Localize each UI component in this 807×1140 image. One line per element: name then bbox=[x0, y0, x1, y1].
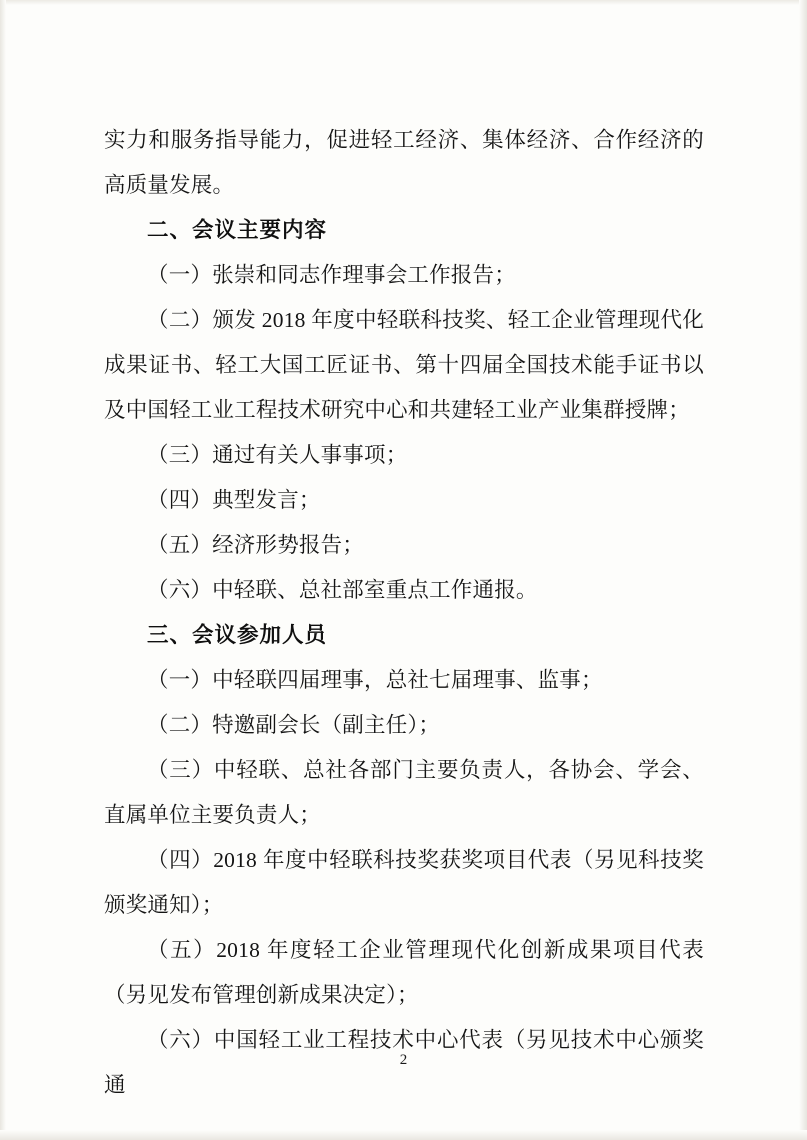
paragraph-continuation: 实力和服务指导能力，促进轻工经济、集体经济、合作经济的高质量发展。 bbox=[104, 128, 704, 197]
list-item-3-2: （二）特邀副会长（副主任）； bbox=[147, 713, 441, 737]
list-item-3-6: （六）中国轻工业工程技术中心代表（另见技术中心颁奖通 bbox=[104, 1028, 704, 1097]
scan-edge-left bbox=[0, 0, 6, 1140]
scan-edge-right bbox=[799, 0, 807, 1140]
list-item-2-6: （六）中轻联、总社部室重点工作通报。 bbox=[147, 578, 538, 602]
section-heading-3: 三、会议参加人员 bbox=[147, 623, 328, 648]
list-item-3-3: （三）中轻联、总社各部门主要负责人，各协会、学会、直属单位主要负责人； bbox=[104, 758, 704, 827]
list-item-2-2: （二）颁发 2018 年度中轻联科技奖、轻工企业管理现代化成果证书、轻工大国工匠证书、第十四届全国技术能手证书以及中国轻工业工程技术研究中心和共建轻工业产业集群授牌； bbox=[104, 308, 704, 422]
document-body bbox=[104, 118, 704, 1108]
scan-edge-bottom bbox=[0, 1130, 807, 1140]
list-item-2-5: （五）经济形势报告； bbox=[147, 533, 365, 557]
section-heading-2: 二、会议主要内容 bbox=[147, 218, 328, 243]
list-item-2-1: （一）张崇和同志作理事会工作报告； bbox=[147, 263, 516, 287]
list-item-2-4: （四）典型发言； bbox=[147, 488, 321, 512]
list-item-2-3: （三）通过有关人事事项； bbox=[147, 443, 408, 467]
list-item-3-5: （五）2018 年度轻工企业管理现代化创新成果项目代表（另见发布管理创新成果决定）； bbox=[104, 938, 704, 1007]
list-item-3-1: （一）中轻联四届理事，总社七届理事、监事； bbox=[147, 668, 603, 692]
page-number: 2 bbox=[399, 1052, 408, 1068]
list-item-3-4: （四）2018 年度中轻联科技奖获奖项目代表（另见科技奖颁奖通知）； bbox=[104, 848, 704, 917]
scan-edge-top bbox=[0, 0, 807, 5]
